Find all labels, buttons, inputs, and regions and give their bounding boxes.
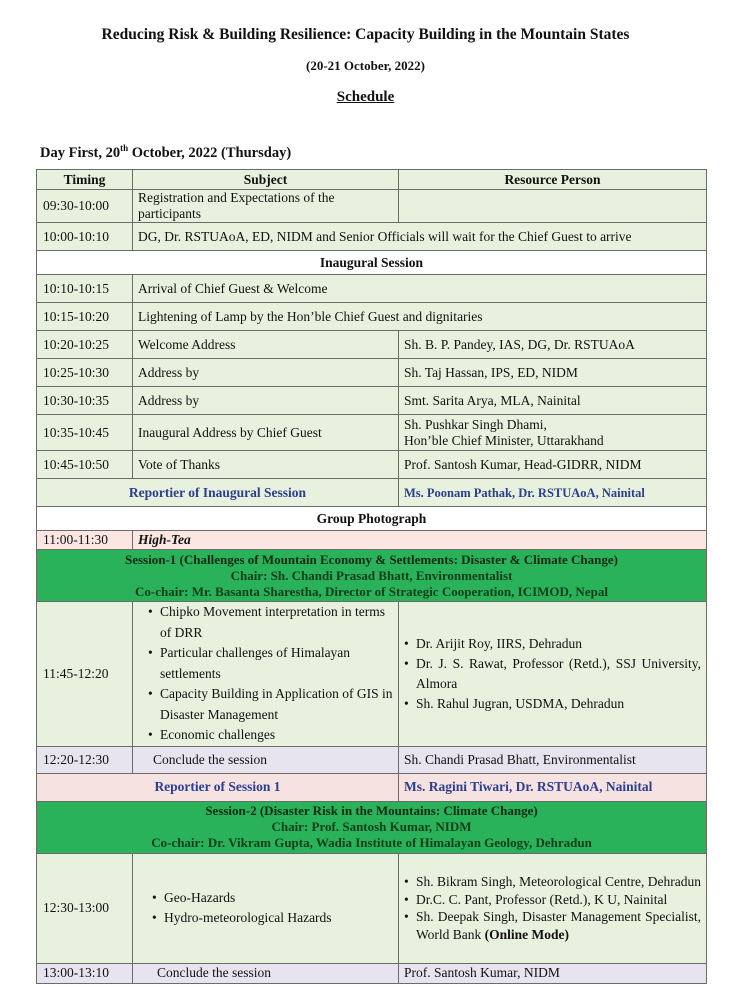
list-item: • Dr. Arijit Roy, IIRS, Dehradun: [404, 634, 701, 654]
session-1-header: [37, 550, 707, 602]
subject-cell: Vote of Thanks: [133, 451, 399, 479]
list-item: • Sh. Rahul Jugran, USDMA, Dehradun: [404, 694, 701, 714]
section-row: [37, 251, 707, 275]
session-1-row: [37, 602, 707, 747]
session-1-chair: Chair: Sh. Chandi Prasad Bhatt, Environmentalist: [230, 567, 513, 583]
person-cell: Sh. Taj Hassan, IPS, ED, NIDM: [399, 359, 707, 387]
inaugural-session-heading: Inaugural Session: [37, 251, 707, 275]
reporter-name: Ms. Poonam Pathak, Dr. RSTUAoA, Nainital: [399, 479, 707, 507]
table-row: [37, 275, 707, 303]
subject-cell: Conclude the session: [133, 963, 399, 983]
session-1-cochair: Co-chair: Mr. Basanta Sharestha, Director of Strategic Cooperation, ICIMOD, Nepal: [135, 583, 608, 599]
time-cell: 09:30-10:00: [37, 190, 133, 223]
subject-cell: Welcome Address: [133, 331, 399, 359]
time-cell: 10:35-10:45: [37, 415, 133, 451]
reporter-name: Ms. Ragini Tiwari, Dr. RSTUAoA, Nainital: [399, 773, 707, 801]
table-row: [37, 331, 707, 359]
person-cell: Smt. Sarita Arya, MLA, Nainital: [399, 387, 707, 415]
col-header-timing: Timing: [37, 170, 133, 190]
person-cell: [399, 190, 707, 223]
subject-cell: Registration and Expectations of the participants: [133, 190, 399, 223]
subject-cell: Address by: [133, 387, 399, 415]
session-1-topics: [133, 602, 399, 747]
reporter-row: [37, 773, 707, 801]
session-2-title: Session-2 (Disaster Risk in the Mountains: Climate Change): [205, 803, 538, 818]
session-2-chair: Chair: Prof. Santosh Kumar, NIDM: [271, 819, 472, 834]
table-row: [37, 223, 707, 251]
time-cell: 10:25-10:30: [37, 359, 133, 387]
document-title: Reducing Risk & Building Resilience: Capacity Building in the Mountain States: [101, 26, 630, 43]
time-cell: 11:00-11:30: [37, 531, 133, 550]
time-cell: 10:10-10:15: [37, 275, 133, 303]
subject-cell: Address by: [133, 359, 399, 387]
time-cell: 12:20-12:30: [37, 746, 133, 773]
session-2-row: [37, 853, 707, 963]
list-item: • Chipko Movement interpretation in terms of DRR: [148, 602, 393, 643]
table-row: [37, 415, 707, 451]
col-header-resource: Resource Person: [399, 170, 707, 190]
table-row: [37, 359, 707, 387]
day-heading: Day First, 20th October, 2022 (Thursday): [40, 143, 292, 161]
section-row: [37, 507, 707, 531]
list-item: • Capacity Building in Application of GIS in Disaster Management: [148, 684, 393, 725]
subject-cell: Inaugural Address by Chief Guest: [133, 415, 399, 451]
subject-cell: DG, Dr. RSTUAoA, ED, NIDM and Senior Officials will wait for the Chief Guest to arrive: [133, 223, 707, 251]
reporter-row: [37, 479, 707, 507]
table-row: [37, 963, 707, 983]
table-row: [37, 451, 707, 479]
table-row: [37, 387, 707, 415]
schedule-table: [36, 169, 707, 984]
time-cell: 10:15-10:20: [37, 303, 133, 331]
table-row: [37, 303, 707, 331]
time-cell: 10:30-10:35: [37, 387, 133, 415]
document-dates: (20-21 October, 2022): [305, 58, 426, 73]
list-item: • Particular challenges of Himalayan settlements: [148, 643, 393, 684]
person-cell: Prof. Santosh Kumar, NIDM: [399, 963, 707, 983]
reporter-label: Reportier of Inaugural Session: [37, 479, 399, 507]
table-row: [37, 190, 707, 223]
session-1-speakers: [399, 602, 707, 747]
session-2-cochair: Co-chair: Dr. Vikram Gupta, Wadia Institute of Himalayan Geology, Dehradun: [151, 835, 592, 850]
session-2-speakers: [399, 853, 707, 963]
person-cell: Sh. Pushkar Singh Dhami, Hon’ble Chief Minister, Uttarakhand: [399, 415, 707, 451]
subject-cell: Lightening of Lamp by the Hon’ble Chief Guest and dignitaries: [133, 303, 707, 331]
list-item: • Geo-Hazards: [152, 888, 393, 908]
time-cell: 13:00-13:10: [37, 963, 133, 983]
time-cell: 11:45-12:20: [37, 602, 133, 747]
subject-cell: Conclude the session: [133, 746, 399, 773]
person-cell: Sh. B. P. Pandey, IAS, DG, Dr. RSTUAoA: [399, 331, 707, 359]
table-header-row: [37, 170, 707, 190]
table-row: [37, 746, 707, 773]
list-item: • Sh. Deepak Singh, Disaster Management Specialist, World Bank (Online Mode): [404, 908, 701, 943]
schedule-heading: Schedule: [336, 89, 395, 105]
table-row: [37, 531, 707, 550]
list-item: • Hydro-meteorological Hazards: [152, 908, 393, 928]
list-item: • Dr. J. S. Rawat, Professor (Retd.), SSJ University, Almora: [404, 654, 701, 694]
subject-cell: Arrival of Chief Guest & Welcome: [133, 275, 707, 303]
time-cell: 10:45-10:50: [37, 451, 133, 479]
person-cell: Sh. Chandi Prasad Bhatt, Environmentalist: [399, 746, 707, 773]
group-photograph-label: Group Photograph: [37, 507, 707, 531]
col-header-subject: Subject: [133, 170, 399, 190]
subject-cell: High-Tea: [133, 531, 707, 550]
list-item: • Sh. Bikram Singh, Meteorological Centre, Dehradun: [404, 873, 701, 891]
list-item: • Economic challenges: [148, 725, 393, 746]
list-item: • Dr.C. C. Pant, Professor (Retd.), K U, Nainital: [404, 891, 701, 909]
session-2-header: [37, 801, 707, 853]
time-cell: 12:30-13:00: [37, 853, 133, 963]
time-cell: 10:00-10:10: [37, 223, 133, 251]
person-cell: Prof. Santosh Kumar, Head-GIDRR, NIDM: [399, 451, 707, 479]
session-2-topics: [133, 853, 399, 963]
session-1-title: Session-1 (Challenges of Mountain Economy & Settlements: Disaster & Climate Change): [124, 551, 618, 567]
reporter-label: Reportier of Session 1: [37, 773, 399, 801]
time-cell: 10:20-10:25: [37, 331, 133, 359]
